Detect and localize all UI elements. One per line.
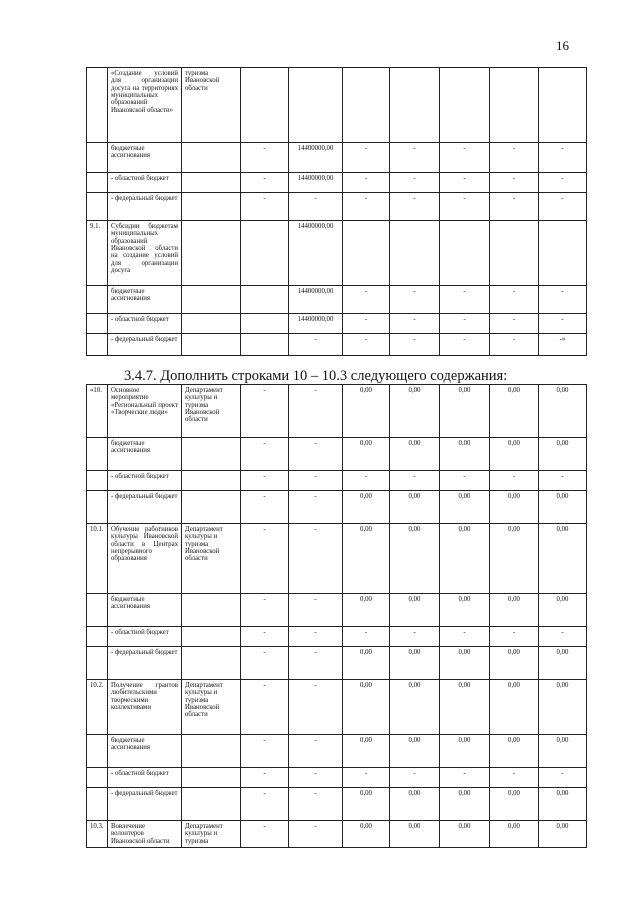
executor-cell bbox=[182, 471, 241, 491]
value-cell: 0,00 bbox=[440, 735, 490, 768]
page-number: 16 bbox=[556, 38, 569, 53]
executor-cell: Департамент культуры и туризма Ивановской области bbox=[182, 680, 241, 735]
value-cell: 0,00 bbox=[539, 647, 587, 680]
row-number-cell bbox=[87, 173, 108, 193]
value-cell: - bbox=[241, 524, 289, 594]
value-cell bbox=[241, 334, 289, 356]
row-name-cell: бюджетные ассигнования bbox=[108, 735, 182, 768]
row-name-cell: Вовлечение волонтеров Ивановской области bbox=[108, 821, 182, 848]
value-cell: 0,00 bbox=[490, 594, 539, 627]
value-cell: 0,00 bbox=[539, 438, 587, 471]
row-number-cell bbox=[87, 471, 108, 491]
value-cell: 0,00 bbox=[390, 438, 440, 471]
value-cell: - bbox=[490, 173, 539, 193]
value-cell: 0,00 bbox=[440, 788, 490, 821]
row-number-cell bbox=[87, 68, 108, 143]
table-row bbox=[87, 334, 587, 356]
value-cell: 0,00 bbox=[390, 524, 440, 594]
value-cell: - bbox=[241, 385, 289, 438]
row-number-cell bbox=[87, 627, 108, 647]
value-cell: 0,00 bbox=[539, 788, 587, 821]
value-cell: 0,00 bbox=[490, 680, 539, 735]
value-cell: - bbox=[390, 143, 440, 173]
value-cell bbox=[241, 286, 289, 314]
value-cell: - bbox=[241, 594, 289, 627]
table-row bbox=[87, 143, 587, 173]
row-name-cell: Субсидии бюджетам муниципальных образований Ивановской области на создание условий для организации досуга bbox=[108, 221, 182, 286]
value-cell: 0,00 bbox=[539, 524, 587, 594]
value-cell: - bbox=[490, 193, 539, 221]
value-cell: - bbox=[289, 334, 343, 356]
value-cell: - bbox=[390, 627, 440, 647]
value-cell bbox=[539, 68, 587, 143]
table-row bbox=[87, 471, 587, 491]
row-number-cell bbox=[87, 491, 108, 524]
value-cell: - bbox=[241, 438, 289, 471]
row-name-cell: бюджетные ассигнования bbox=[108, 594, 182, 627]
row-name-cell: - федеральный бюджет bbox=[108, 491, 182, 524]
value-cell bbox=[490, 68, 539, 143]
value-cell: - bbox=[539, 627, 587, 647]
row-name-cell: «Создание условий для организации досуга на территориях муниципальных образований Ивановской области» bbox=[108, 68, 182, 143]
value-cell: - bbox=[241, 788, 289, 821]
value-cell bbox=[241, 221, 289, 286]
value-cell: 0,00 bbox=[343, 385, 390, 438]
executor-cell bbox=[182, 627, 241, 647]
value-cell: 14400000,00 bbox=[289, 221, 343, 286]
value-cell: - bbox=[440, 627, 490, 647]
value-cell: 0,00 bbox=[343, 491, 390, 524]
value-cell: -» bbox=[539, 334, 587, 356]
value-cell: - bbox=[289, 438, 343, 471]
value-cell bbox=[440, 68, 490, 143]
executor-cell bbox=[182, 491, 241, 524]
table-row bbox=[87, 627, 587, 647]
table-row bbox=[87, 524, 587, 594]
row-number-cell bbox=[87, 594, 108, 627]
value-cell: 0,00 bbox=[390, 788, 440, 821]
value-cell: 0,00 bbox=[490, 735, 539, 768]
executor-cell bbox=[182, 594, 241, 627]
row-number-cell bbox=[87, 143, 108, 173]
value-cell bbox=[343, 68, 390, 143]
value-cell: - bbox=[241, 680, 289, 735]
value-cell: - bbox=[343, 627, 390, 647]
value-cell: 0,00 bbox=[440, 647, 490, 680]
row-name-cell: бюджетные ассигнования bbox=[108, 438, 182, 471]
value-cell: 0,00 bbox=[539, 385, 587, 438]
executor-cell bbox=[182, 143, 241, 173]
value-cell: 0,00 bbox=[440, 594, 490, 627]
value-cell: 0,00 bbox=[490, 788, 539, 821]
table-row bbox=[87, 438, 587, 471]
value-cell: 0,00 bbox=[390, 680, 440, 735]
executor-cell bbox=[182, 735, 241, 768]
value-cell: - bbox=[289, 471, 343, 491]
table-row bbox=[87, 788, 587, 821]
row-name-cell: - областной бюджет bbox=[108, 173, 182, 193]
table-row bbox=[87, 647, 587, 680]
value-cell bbox=[539, 221, 587, 286]
table-row bbox=[87, 173, 587, 193]
value-cell: - bbox=[490, 286, 539, 314]
value-cell: - bbox=[343, 286, 390, 314]
value-cell: 0,00 bbox=[390, 735, 440, 768]
table-row bbox=[87, 193, 587, 221]
value-cell: - bbox=[343, 173, 390, 193]
table-row bbox=[87, 594, 587, 627]
value-cell: 0,00 bbox=[343, 680, 390, 735]
value-cell: 14400000,00 bbox=[289, 143, 343, 173]
value-cell: 0,00 bbox=[440, 680, 490, 735]
executor-cell: Департамент культуры и туризма bbox=[182, 821, 241, 848]
value-cell: - bbox=[490, 768, 539, 788]
row-number-cell bbox=[87, 735, 108, 768]
value-cell: - bbox=[289, 768, 343, 788]
executor-cell bbox=[182, 334, 241, 356]
row-name-cell: - федеральный бюджет bbox=[108, 788, 182, 821]
row-number-cell: 10.2. bbox=[87, 680, 108, 735]
value-cell: 0,00 bbox=[440, 385, 490, 438]
row-name-cell: Получение грантов любительскими творческими коллективами bbox=[108, 680, 182, 735]
value-cell: - bbox=[390, 193, 440, 221]
value-cell: - bbox=[241, 193, 289, 221]
row-number-cell: 10.1. bbox=[87, 524, 108, 594]
executor-cell bbox=[182, 314, 241, 334]
value-cell: 14400000,00 bbox=[289, 286, 343, 314]
value-cell: - bbox=[390, 314, 440, 334]
value-cell: 0,00 bbox=[390, 491, 440, 524]
value-cell: 0,00 bbox=[390, 385, 440, 438]
row-name-cell: - областной бюджет bbox=[108, 471, 182, 491]
value-cell: - bbox=[289, 193, 343, 221]
row-name-cell: - областной бюджет bbox=[108, 768, 182, 788]
budget-table-top bbox=[86, 67, 587, 356]
value-cell bbox=[390, 221, 440, 286]
row-number-cell bbox=[87, 788, 108, 821]
table-row bbox=[87, 680, 587, 735]
executor-cell bbox=[182, 438, 241, 471]
value-cell: 0,00 bbox=[490, 647, 539, 680]
value-cell: 0,00 bbox=[343, 735, 390, 768]
value-cell: - bbox=[289, 594, 343, 627]
value-cell: - bbox=[289, 491, 343, 524]
value-cell: - bbox=[390, 471, 440, 491]
value-cell: - bbox=[539, 173, 587, 193]
row-number-cell bbox=[87, 438, 108, 471]
value-cell: 0,00 bbox=[539, 821, 587, 848]
value-cell: 0,00 bbox=[440, 438, 490, 471]
value-cell: 0,00 bbox=[440, 491, 490, 524]
value-cell: - bbox=[440, 471, 490, 491]
row-number-cell bbox=[87, 647, 108, 680]
value-cell: - bbox=[440, 173, 490, 193]
value-cell: 0,00 bbox=[490, 385, 539, 438]
value-cell: - bbox=[490, 471, 539, 491]
value-cell: - bbox=[440, 768, 490, 788]
table-row bbox=[87, 385, 587, 438]
executor-cell bbox=[182, 647, 241, 680]
value-cell: - bbox=[390, 173, 440, 193]
value-cell: - bbox=[241, 821, 289, 848]
value-cell bbox=[440, 221, 490, 286]
row-name-cell: Основное мероприятие «Региональный проект «Творческие люди» bbox=[108, 385, 182, 438]
value-cell: - bbox=[289, 627, 343, 647]
executor-cell: Департамент культуры и туризма Ивановской области bbox=[182, 385, 241, 438]
value-cell: 0,00 bbox=[440, 821, 490, 848]
executor-cell bbox=[182, 193, 241, 221]
value-cell: 0,00 bbox=[490, 821, 539, 848]
value-cell: - bbox=[539, 286, 587, 314]
value-cell: 0,00 bbox=[390, 594, 440, 627]
value-cell: - bbox=[490, 627, 539, 647]
row-number-cell bbox=[87, 193, 108, 221]
value-cell: - bbox=[390, 768, 440, 788]
value-cell: 0,00 bbox=[343, 438, 390, 471]
value-cell: - bbox=[241, 471, 289, 491]
row-name-cell: - федеральный бюджет bbox=[108, 193, 182, 221]
value-cell: - bbox=[241, 627, 289, 647]
table-row bbox=[87, 68, 587, 143]
executor-cell bbox=[182, 286, 241, 314]
value-cell: - bbox=[539, 471, 587, 491]
value-cell: - bbox=[343, 334, 390, 356]
value-cell: - bbox=[289, 788, 343, 821]
row-name-cell: бюджетные ассигнования bbox=[108, 286, 182, 314]
executor-cell bbox=[182, 221, 241, 286]
value-cell: - bbox=[343, 193, 390, 221]
value-cell: 0,00 bbox=[343, 594, 390, 627]
value-cell: 0,00 bbox=[343, 647, 390, 680]
value-cell: 0,00 bbox=[539, 735, 587, 768]
table-row bbox=[87, 314, 587, 334]
value-cell: - bbox=[539, 143, 587, 173]
value-cell: 0,00 bbox=[490, 438, 539, 471]
executor-cell bbox=[182, 173, 241, 193]
value-cell: - bbox=[289, 821, 343, 848]
table-row bbox=[87, 735, 587, 768]
row-name-cell: бюджетные ассигнования bbox=[108, 143, 182, 173]
value-cell: - bbox=[343, 768, 390, 788]
row-number-cell bbox=[87, 334, 108, 356]
value-cell: - bbox=[343, 471, 390, 491]
executor-cell: туризма Ивановской области bbox=[182, 68, 241, 143]
value-cell: - bbox=[343, 314, 390, 334]
value-cell: - bbox=[390, 286, 440, 314]
value-cell bbox=[490, 221, 539, 286]
value-cell: 14400000,00 bbox=[289, 173, 343, 193]
table-row bbox=[87, 286, 587, 314]
value-cell: - bbox=[440, 286, 490, 314]
table-row bbox=[87, 221, 587, 286]
value-cell: 0,00 bbox=[343, 788, 390, 821]
value-cell bbox=[289, 68, 343, 143]
value-cell: - bbox=[440, 334, 490, 356]
value-cell: - bbox=[241, 173, 289, 193]
value-cell: - bbox=[390, 334, 440, 356]
row-name-cell: - федеральный бюджет bbox=[108, 334, 182, 356]
value-cell: 0,00 bbox=[390, 647, 440, 680]
value-cell: - bbox=[289, 680, 343, 735]
value-cell bbox=[390, 68, 440, 143]
value-cell: 0,00 bbox=[490, 491, 539, 524]
value-cell bbox=[343, 221, 390, 286]
table-row bbox=[87, 491, 587, 524]
executor-cell bbox=[182, 788, 241, 821]
row-name-cell: Обучение работников культуры Ивановской области в Центрах непрерывного образования bbox=[108, 524, 182, 594]
budget-table-bottom bbox=[86, 384, 587, 848]
value-cell: 0,00 bbox=[490, 524, 539, 594]
value-cell: - bbox=[539, 193, 587, 221]
row-name-cell: - федеральный бюджет bbox=[108, 647, 182, 680]
value-cell: - bbox=[539, 314, 587, 334]
table-row bbox=[87, 821, 587, 848]
row-number-cell bbox=[87, 768, 108, 788]
value-cell bbox=[241, 314, 289, 334]
row-number-cell bbox=[87, 286, 108, 314]
value-cell: - bbox=[490, 143, 539, 173]
value-cell: - bbox=[539, 768, 587, 788]
value-cell: - bbox=[343, 143, 390, 173]
executor-cell bbox=[182, 768, 241, 788]
value-cell: - bbox=[490, 334, 539, 356]
value-cell: 0,00 bbox=[343, 524, 390, 594]
value-cell bbox=[241, 68, 289, 143]
value-cell: - bbox=[241, 143, 289, 173]
row-number-cell: 9.1. bbox=[87, 221, 108, 286]
value-cell: - bbox=[440, 193, 490, 221]
value-cell: - bbox=[241, 735, 289, 768]
row-number-cell bbox=[87, 314, 108, 334]
row-name-cell: - областной бюджет bbox=[108, 314, 182, 334]
value-cell: - bbox=[289, 385, 343, 438]
executor-cell: Департамент культуры и туризма Ивановской области bbox=[182, 524, 241, 594]
value-cell: 0,00 bbox=[539, 491, 587, 524]
value-cell: 0,00 bbox=[390, 821, 440, 848]
value-cell: 0,00 bbox=[539, 594, 587, 627]
value-cell: - bbox=[241, 491, 289, 524]
value-cell: 0,00 bbox=[440, 524, 490, 594]
value-cell: 0,00 bbox=[539, 680, 587, 735]
value-cell: - bbox=[289, 524, 343, 594]
value-cell: - bbox=[241, 647, 289, 680]
section-heading: 3.4.7. Дополнить строками 10 – 10.3 следующего содержания: bbox=[124, 368, 508, 384]
value-cell: - bbox=[289, 647, 343, 680]
value-cell: - bbox=[440, 314, 490, 334]
value-cell: - bbox=[490, 314, 539, 334]
value-cell: - bbox=[241, 768, 289, 788]
value-cell: 14400000,00 bbox=[289, 314, 343, 334]
table-row bbox=[87, 768, 587, 788]
value-cell: - bbox=[289, 735, 343, 768]
row-number-cell: 10.3. bbox=[87, 821, 108, 848]
value-cell: - bbox=[440, 143, 490, 173]
value-cell: 0,00 bbox=[343, 821, 390, 848]
row-name-cell: - областной бюджет bbox=[108, 627, 182, 647]
row-number-cell: «10. bbox=[87, 385, 108, 438]
